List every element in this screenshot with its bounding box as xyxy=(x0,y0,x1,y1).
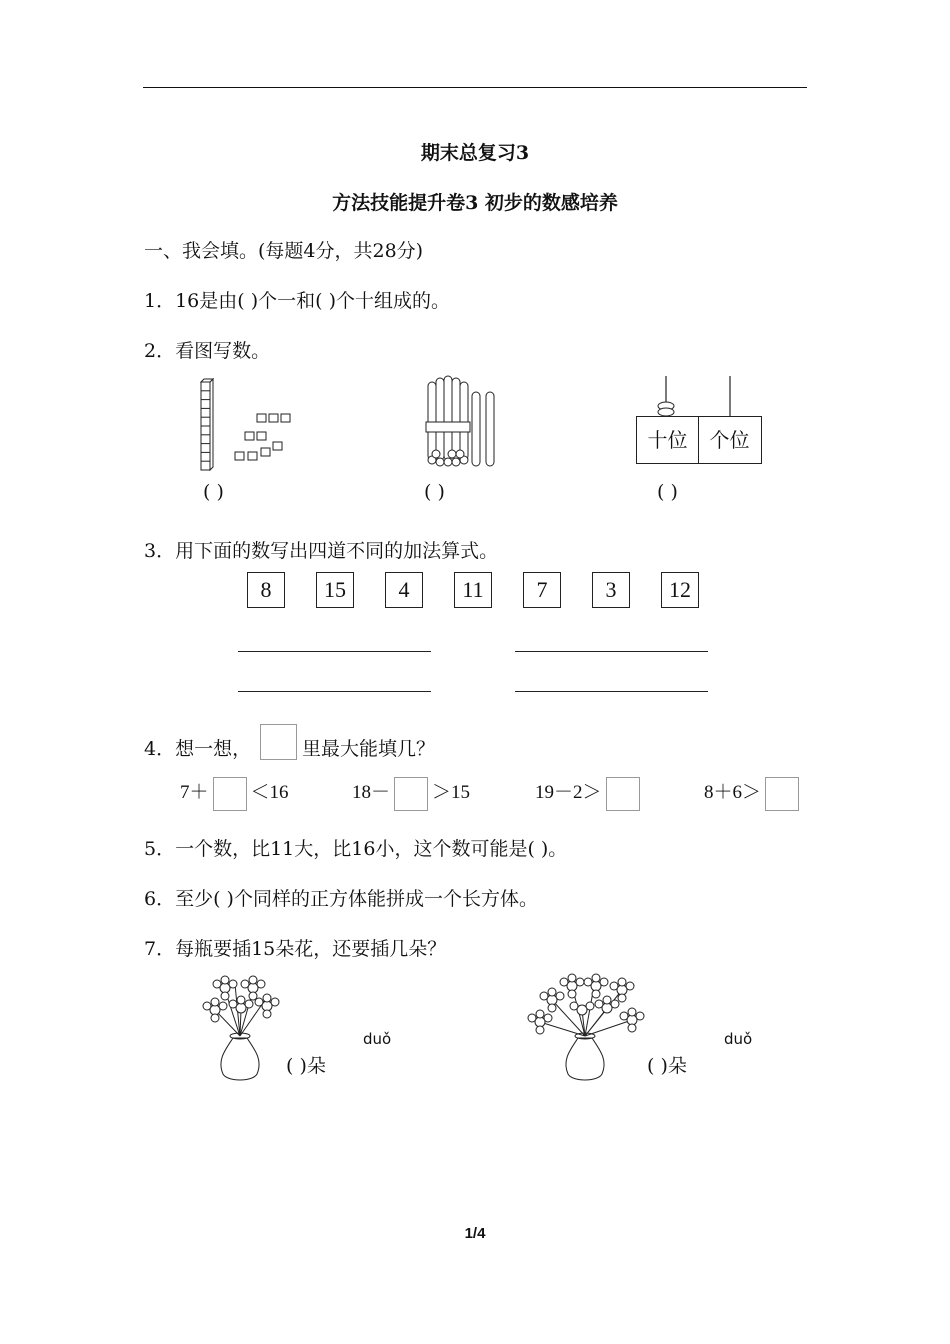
answer-line[interactable] xyxy=(238,691,431,692)
question-4-suffix: 里最大能填几？ xyxy=(302,738,436,760)
page-number: 1/4 xyxy=(464,1225,486,1242)
number-box: 7 xyxy=(523,572,561,608)
page-title: 期末总复习3 xyxy=(420,142,530,164)
flower-vase-illustration xyxy=(522,970,652,1088)
inequality-left: 8＋6＞ xyxy=(704,782,762,803)
pinyin-duo: duǒ xyxy=(724,1030,753,1048)
place-value-chart xyxy=(636,416,762,464)
number-box: 4 xyxy=(385,572,423,608)
answer-box[interactable] xyxy=(213,777,247,811)
question-5: 5．一个数，比11大，比16小，这个数可能是( )。 xyxy=(144,838,568,860)
answer-flowers-1: ( )朵 xyxy=(286,1055,326,1077)
answer-box[interactable] xyxy=(606,777,640,811)
ones-label: 个位 xyxy=(709,428,750,452)
question-4-prefix: 4．想一想， xyxy=(144,738,252,760)
flower-vase-illustration xyxy=(195,970,295,1088)
inequality-right: ＞15 xyxy=(432,782,471,803)
abacus-rods-figure xyxy=(620,372,780,418)
answer-flowers-2: ( )朵 xyxy=(647,1055,687,1077)
inequality-right: ＜16 xyxy=(250,782,289,803)
inequality-left: 18－ xyxy=(352,782,391,803)
question-3: 3．用下面的数写出四道不同的加法算式。 xyxy=(144,540,499,562)
stick-bundle-figure xyxy=(420,374,510,472)
inequality-3 xyxy=(535,776,644,810)
answer-line[interactable] xyxy=(238,651,431,652)
answer-line[interactable] xyxy=(515,651,708,652)
section-heading: 一、我会填。(每题4分，共28分) xyxy=(144,240,424,262)
inequality-left: 19－2＞ xyxy=(535,782,602,803)
number-box: 12 xyxy=(661,572,699,608)
page-subtitle: 方法技能提升卷3 初步的数感培养 xyxy=(332,192,618,214)
question-6: 6．至少( )个同样的正方体能拼成一个长方体。 xyxy=(144,888,538,910)
pinyin-duo: duǒ xyxy=(363,1030,392,1048)
question-1: 1．16是由( )个一和( )个十组成的。 xyxy=(144,290,450,312)
question-7: 7．每瓶要插15朵花，还要插几朵？ xyxy=(144,938,447,960)
inequality-4 xyxy=(704,776,803,810)
number-box: 8 xyxy=(247,572,285,608)
number-box: 3 xyxy=(592,572,630,608)
answer-paren-3: ( ) xyxy=(657,481,678,503)
answer-box[interactable] xyxy=(765,777,799,811)
inequality-1 xyxy=(180,776,289,810)
answer-paren-2: ( ) xyxy=(424,481,445,503)
answer-paren-1: ( ) xyxy=(203,481,224,503)
answer-box[interactable] xyxy=(394,777,428,811)
number-box: 15 xyxy=(316,572,354,608)
tens-label: 十位 xyxy=(637,417,699,463)
number-box: 11 xyxy=(454,572,492,608)
answer-line[interactable] xyxy=(515,691,708,692)
example-empty-box xyxy=(260,724,297,760)
inequality-left: 7＋ xyxy=(180,782,209,803)
ten-rod-and-cubes-figure xyxy=(185,378,295,473)
inequality-2 xyxy=(352,776,470,810)
question-2: 2．看图写数。 xyxy=(144,340,271,362)
top-rule xyxy=(143,87,807,88)
